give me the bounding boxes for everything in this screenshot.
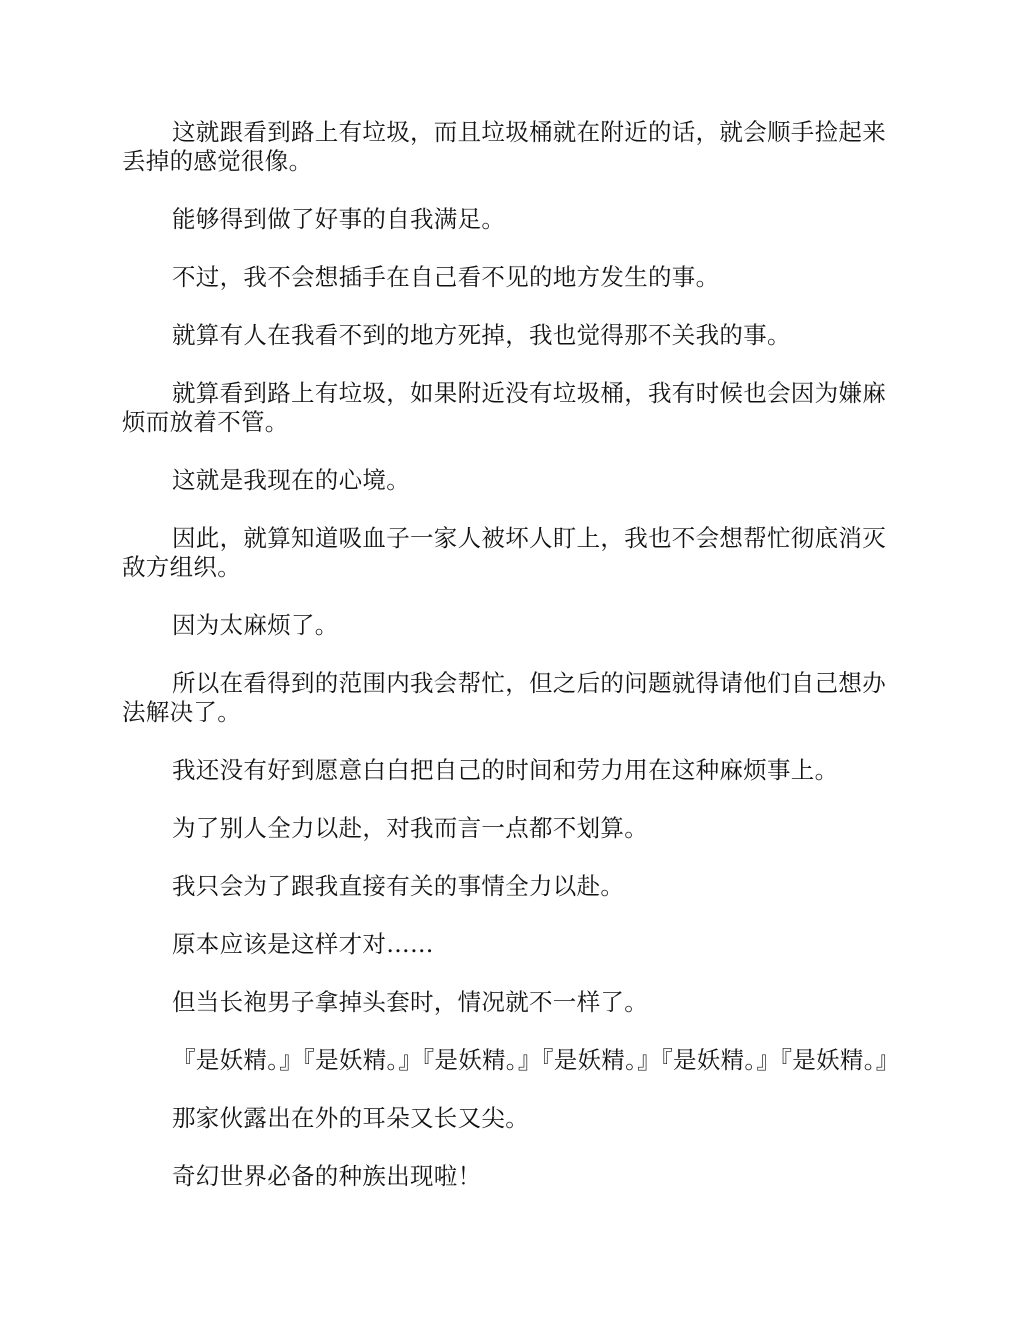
paragraph: 原本应该是这样才对……	[172, 930, 434, 958]
paragraph: 能够得到做了好事的自我满足。	[172, 205, 506, 233]
paragraph: 就算看到路上有垃圾，如果附近没有垃圾桶，我有时候也会因为嫌麻烦而放着不管。	[122, 379, 886, 436]
paragraph: 就算有人在我看不到的地方死掉，我也觉得那不关我的事。	[172, 321, 791, 349]
paragraph: 因为太麻烦了。	[172, 611, 339, 639]
paragraph: 我还没有好到愿意白白把自己的时间和劳力用在这种麻烦事上。	[172, 756, 839, 784]
paragraph: 但当长袍男子拿掉头套时，情况就不一样了。	[172, 988, 648, 1016]
paragraph: 不过，我不会想插手在自己看不见的地方发生的事。	[172, 263, 720, 291]
body-text	[122, 118, 898, 1220]
paragraph: 为了别人全力以赴，对我而言一点都不划算。	[172, 814, 648, 842]
paragraph: 那家伙露出在外的耳朵又长又尖。	[172, 1104, 529, 1132]
paragraph: 这就是我现在的心境。	[172, 466, 410, 494]
paragraph: 这就跟看到路上有垃圾，而且垃圾桶就在附近的话，就会顺手捡起来丢掉的感觉很像。	[122, 118, 886, 175]
paragraph: 奇幻世界必备的种族出现啦！	[172, 1162, 482, 1190]
paragraph: 我只会为了跟我直接有关的事情全力以赴。	[172, 872, 625, 900]
paragraph: 『是妖精。』『是妖精。』『是妖精。』『是妖精。』『是妖精。』『是妖精。』	[172, 1046, 900, 1074]
paragraph: 因此，就算知道吸血子一家人被坏人盯上，我也不会想帮忙彻底消灭敌方组织。	[122, 524, 886, 581]
paragraph: 所以在看得到的范围内我会帮忙，但之后的问题就得请他们自己想办法解决了。	[122, 669, 886, 726]
